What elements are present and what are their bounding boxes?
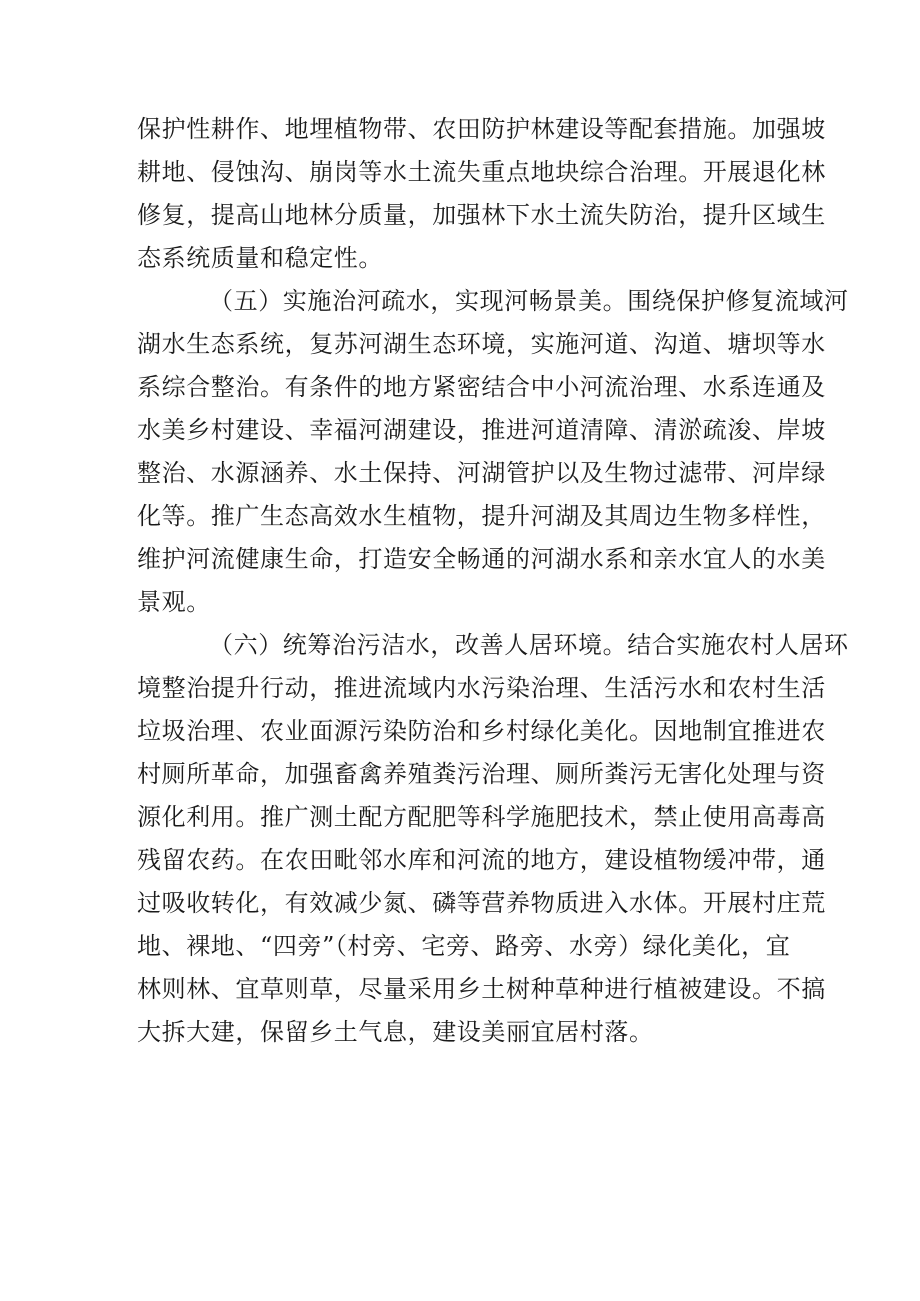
- document-body: [137, 108, 849, 1054]
- text-line: 湖水生态系统，复苏河湖生态环境，实施河道、沟道、塘坝等水: [137, 330, 826, 358]
- text-line: 源化利用。推广测土配方配肥等科学施肥技术，禁止使用高毒高: [137, 803, 826, 831]
- text-line: 保护性耕作、地埋植物带、农田防护林建设等配套措施。加强坡: [137, 115, 826, 143]
- text-line: 整治、水源涵养、水土保持、河湖管护以及生物过滤带、河岸绿: [137, 459, 826, 487]
- paragraph-soil-conservation: [137, 108, 826, 280]
- text-line: 林则林、宜草则草，尽量采用乡土树种草种进行植被建设。不搞: [137, 975, 826, 1003]
- text-line: 过吸收转化，有效减少氮、磷等营养物质进入水体。开展村庄荒: [137, 889, 826, 917]
- paragraph-pollution-control: [137, 624, 849, 1054]
- text-line: 维护河流健康生命，打造安全畅通的河湖水系和亲水宜人的水美: [137, 545, 826, 573]
- text-line: 化等。推广生态高效水生植物，提升河湖及其周边生物多样性，: [137, 502, 826, 530]
- text-line: 垃圾治理、农业面源污染防治和乡村绿化美化。因地制宜推进农: [137, 717, 826, 745]
- text-line: 修复，提高山地林分质量，加强林下水土流失防治，提升区域生: [137, 201, 826, 229]
- text-line: 景观。: [137, 588, 211, 616]
- text-line: 耕地、侵蚀沟、崩岗等水土流失重点地块综合治理。开展退化林: [137, 158, 826, 186]
- text-line: 水美乡村建设、幸福河湖建设，推进河道清障、清淤疏浚、岸坡: [137, 416, 826, 444]
- paragraph-river-management: [137, 280, 849, 624]
- text-line: 残留农药。在农田毗邻水库和河流的地方，建设植物缓冲带，通: [137, 846, 826, 874]
- text-line: 地、裸地、“四旁”（村旁、宅旁、路旁、水旁）绿化美化，宜: [137, 932, 791, 960]
- text-line: 境整治提升行动，推进流域内水污染治理、生活污水和农村生活: [137, 674, 826, 702]
- text-line: 村厕所革命，加强畜禽养殖粪污治理、厕所粪污无害化处理与资: [137, 760, 826, 788]
- text-line: 大拆大建，保留乡土气息，建设美丽宜居村落。: [137, 1018, 654, 1046]
- text-line: （六）统筹治污洁水，改善人居环境。结合实施农村人居环: [209, 631, 849, 659]
- text-line: 系综合整治。有条件的地方紧密结合中小河流治理、水系连通及: [137, 373, 826, 401]
- text-line: （五）实施治河疏水，实现河畅景美。围绕保护修复流域河: [209, 287, 849, 315]
- text-line: 态系统质量和稳定性。: [137, 244, 383, 272]
